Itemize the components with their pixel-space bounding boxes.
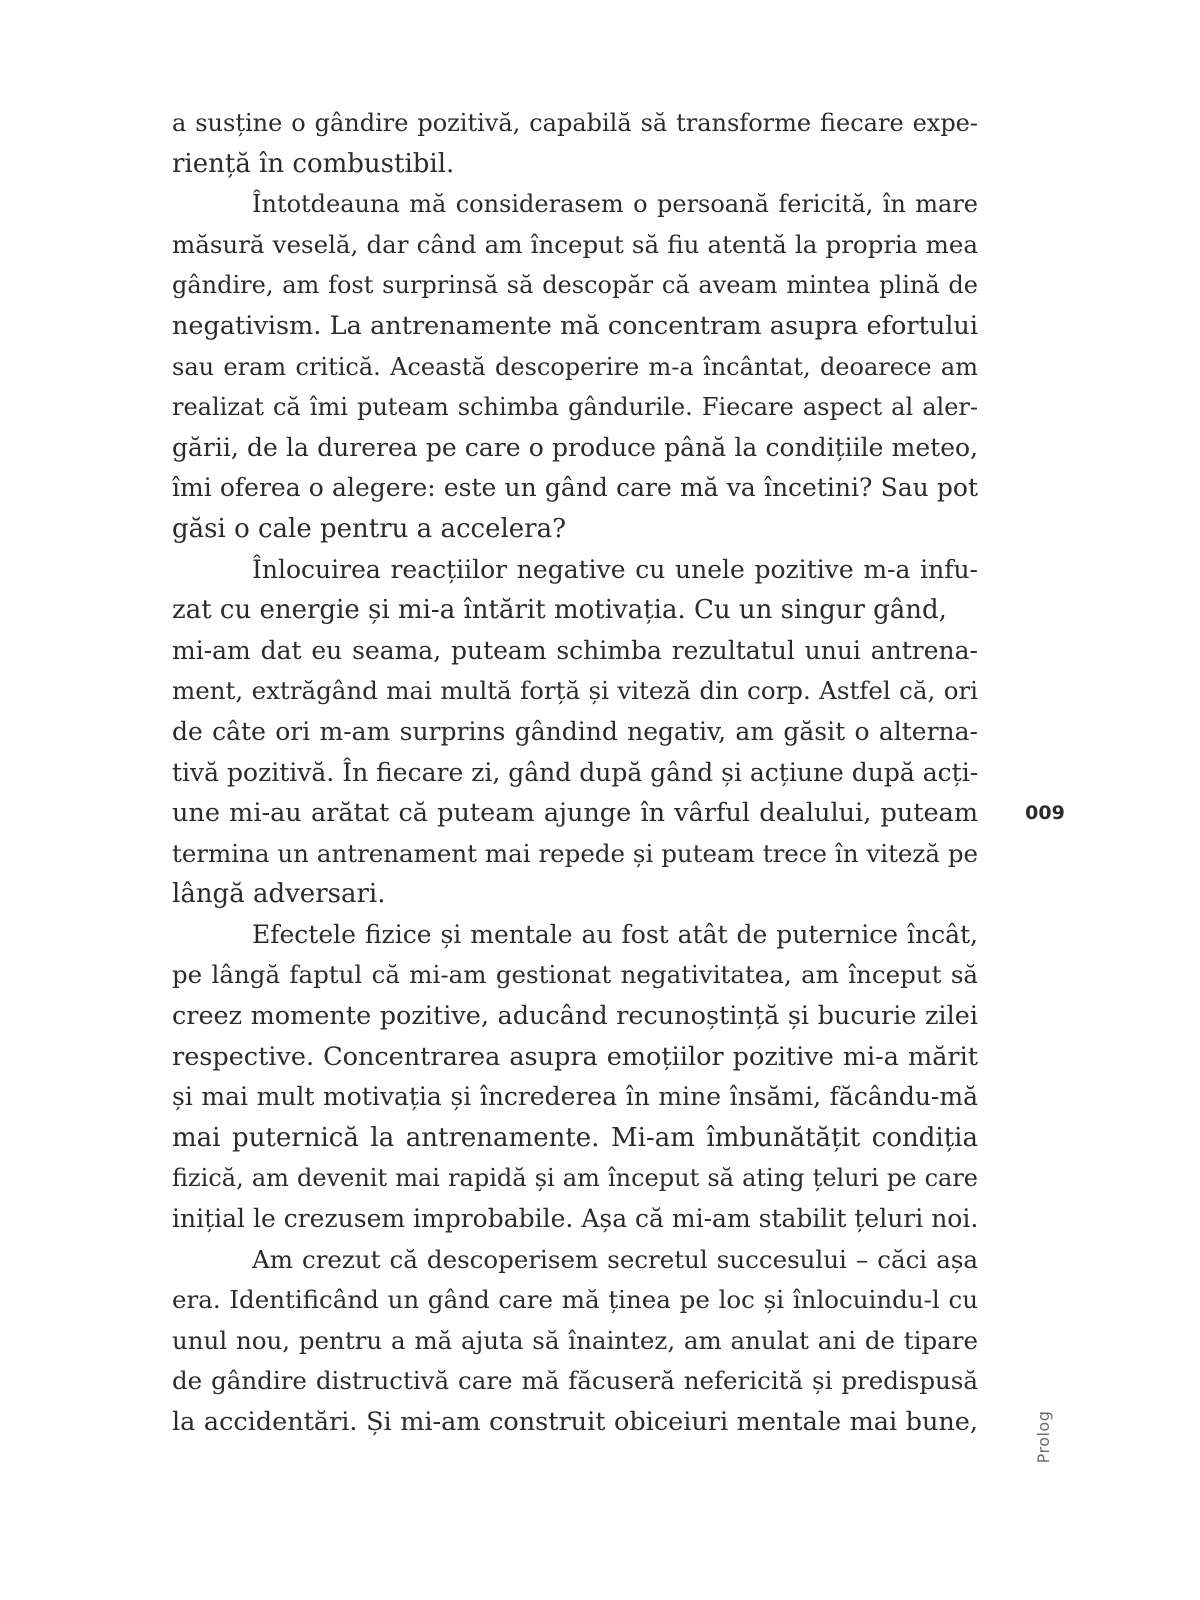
text-line: gândire, am fost surprinsă să descopăr că aveam mintea plină de — [172, 271, 978, 300]
text-line: fizică, am devenit mai rapidă și am început să ating țeluri pe care — [172, 1164, 978, 1193]
text-line: zat cu energie și mi-a întărit motivația. Cu un singur gând, — [172, 595, 947, 626]
text-line: și mai mult motivația și încrederea în mine însămi, făcându-mă — [172, 1082, 978, 1112]
text-line: găsi o cale pentru a accelera? — [172, 513, 567, 544]
text-line: riență în combustibil. — [172, 148, 455, 179]
text-line: respective. Concentrarea asupra emoțiilor pozitive mi-a mărit — [172, 1041, 978, 1072]
paragraph-first-line: Am crezut că descoperisem secretul succesului – căci așa — [252, 1244, 978, 1274]
paragraph-first-line: Întotdeauna mă considerasem o persoană fericită, în mare — [252, 190, 978, 219]
text-line: negativism. La antrenamente mă concentram asupra efortului — [172, 310, 978, 341]
text-line: sau eram critică. Această descoperire m-a încântat, deoarece am — [172, 352, 978, 381]
paragraph-first-line: Înlocuirea reacțiilor negative cu unele pozitive m-a infu- — [252, 554, 978, 584]
text-line: realizat că îmi puteam schimba gândurile. Fiecare aspect al aler- — [172, 393, 978, 422]
text-line: de gândire distructivă care mă făcuseră nefericită și predispusă — [172, 1366, 978, 1396]
text-line: măsură veselă, dar când am început să fiu atentă la propria mea — [172, 229, 978, 259]
text-line: pe lângă faptul că mi-am gestionat negativitatea, am început să — [172, 960, 978, 990]
text-line: une mi-au arătat că puteam ajunge în vârful dealului, puteam — [172, 798, 978, 829]
text-line: mi-am dat eu seama, puteam schimba rezultatul unui antrena- — [172, 635, 978, 665]
text-line: era. Identificând un gând care mă ținea pe loc și înlocuindu-l cu — [172, 1285, 978, 1315]
text-line: de câte ori m-am surprins gândind negativ, am găsit o alterna- — [172, 716, 978, 746]
text-line: lângă adversari. — [172, 879, 386, 910]
text-line: termina un antrenament mai repede și puteam trece în viteză pe — [172, 838, 978, 868]
body-text — [172, 103, 978, 1443]
text-line: tivă pozitivă. În fiecare zi, gând după gând și acțiune după acți- — [172, 757, 979, 787]
text-line: gării, de la durerea pe care o produce până la condițiile meteo, — [172, 432, 978, 462]
text-line: unul nou, pentru a mă ajuta să înaintez, am anulat ani de tipare — [172, 1325, 978, 1355]
text-line: mai puternică la antrenamente. Mi-am îmbunătățit condiția — [172, 1122, 978, 1153]
page-number: 009 — [1025, 802, 1065, 824]
running-head: Prolog — [1034, 1410, 1053, 1464]
text-line: inițial le crezusem improbabile. Așa că mi-am stabilit țeluri noi. — [172, 1204, 979, 1234]
text-line: creez momente pozitive, aducând recunoștință și bucurie zilei — [172, 1001, 978, 1032]
text-line: îmi oferea o alegere: este un gând care mă va încetini? Sau pot — [172, 473, 978, 503]
text-line: la accidentări. Și mi-am construit obiceiuri mentale mai bune, — [172, 1407, 978, 1437]
text-line: a susține o gândire pozitivă, capabilă să transforme fiecare expe- — [172, 109, 978, 137]
text-line: ment, extrăgând mai multă forță și viteză din corp. Astfel că, ori — [172, 676, 978, 706]
paragraph-first-line: Efectele fizice și mentale au fost atât de puternice încât, — [252, 919, 978, 949]
